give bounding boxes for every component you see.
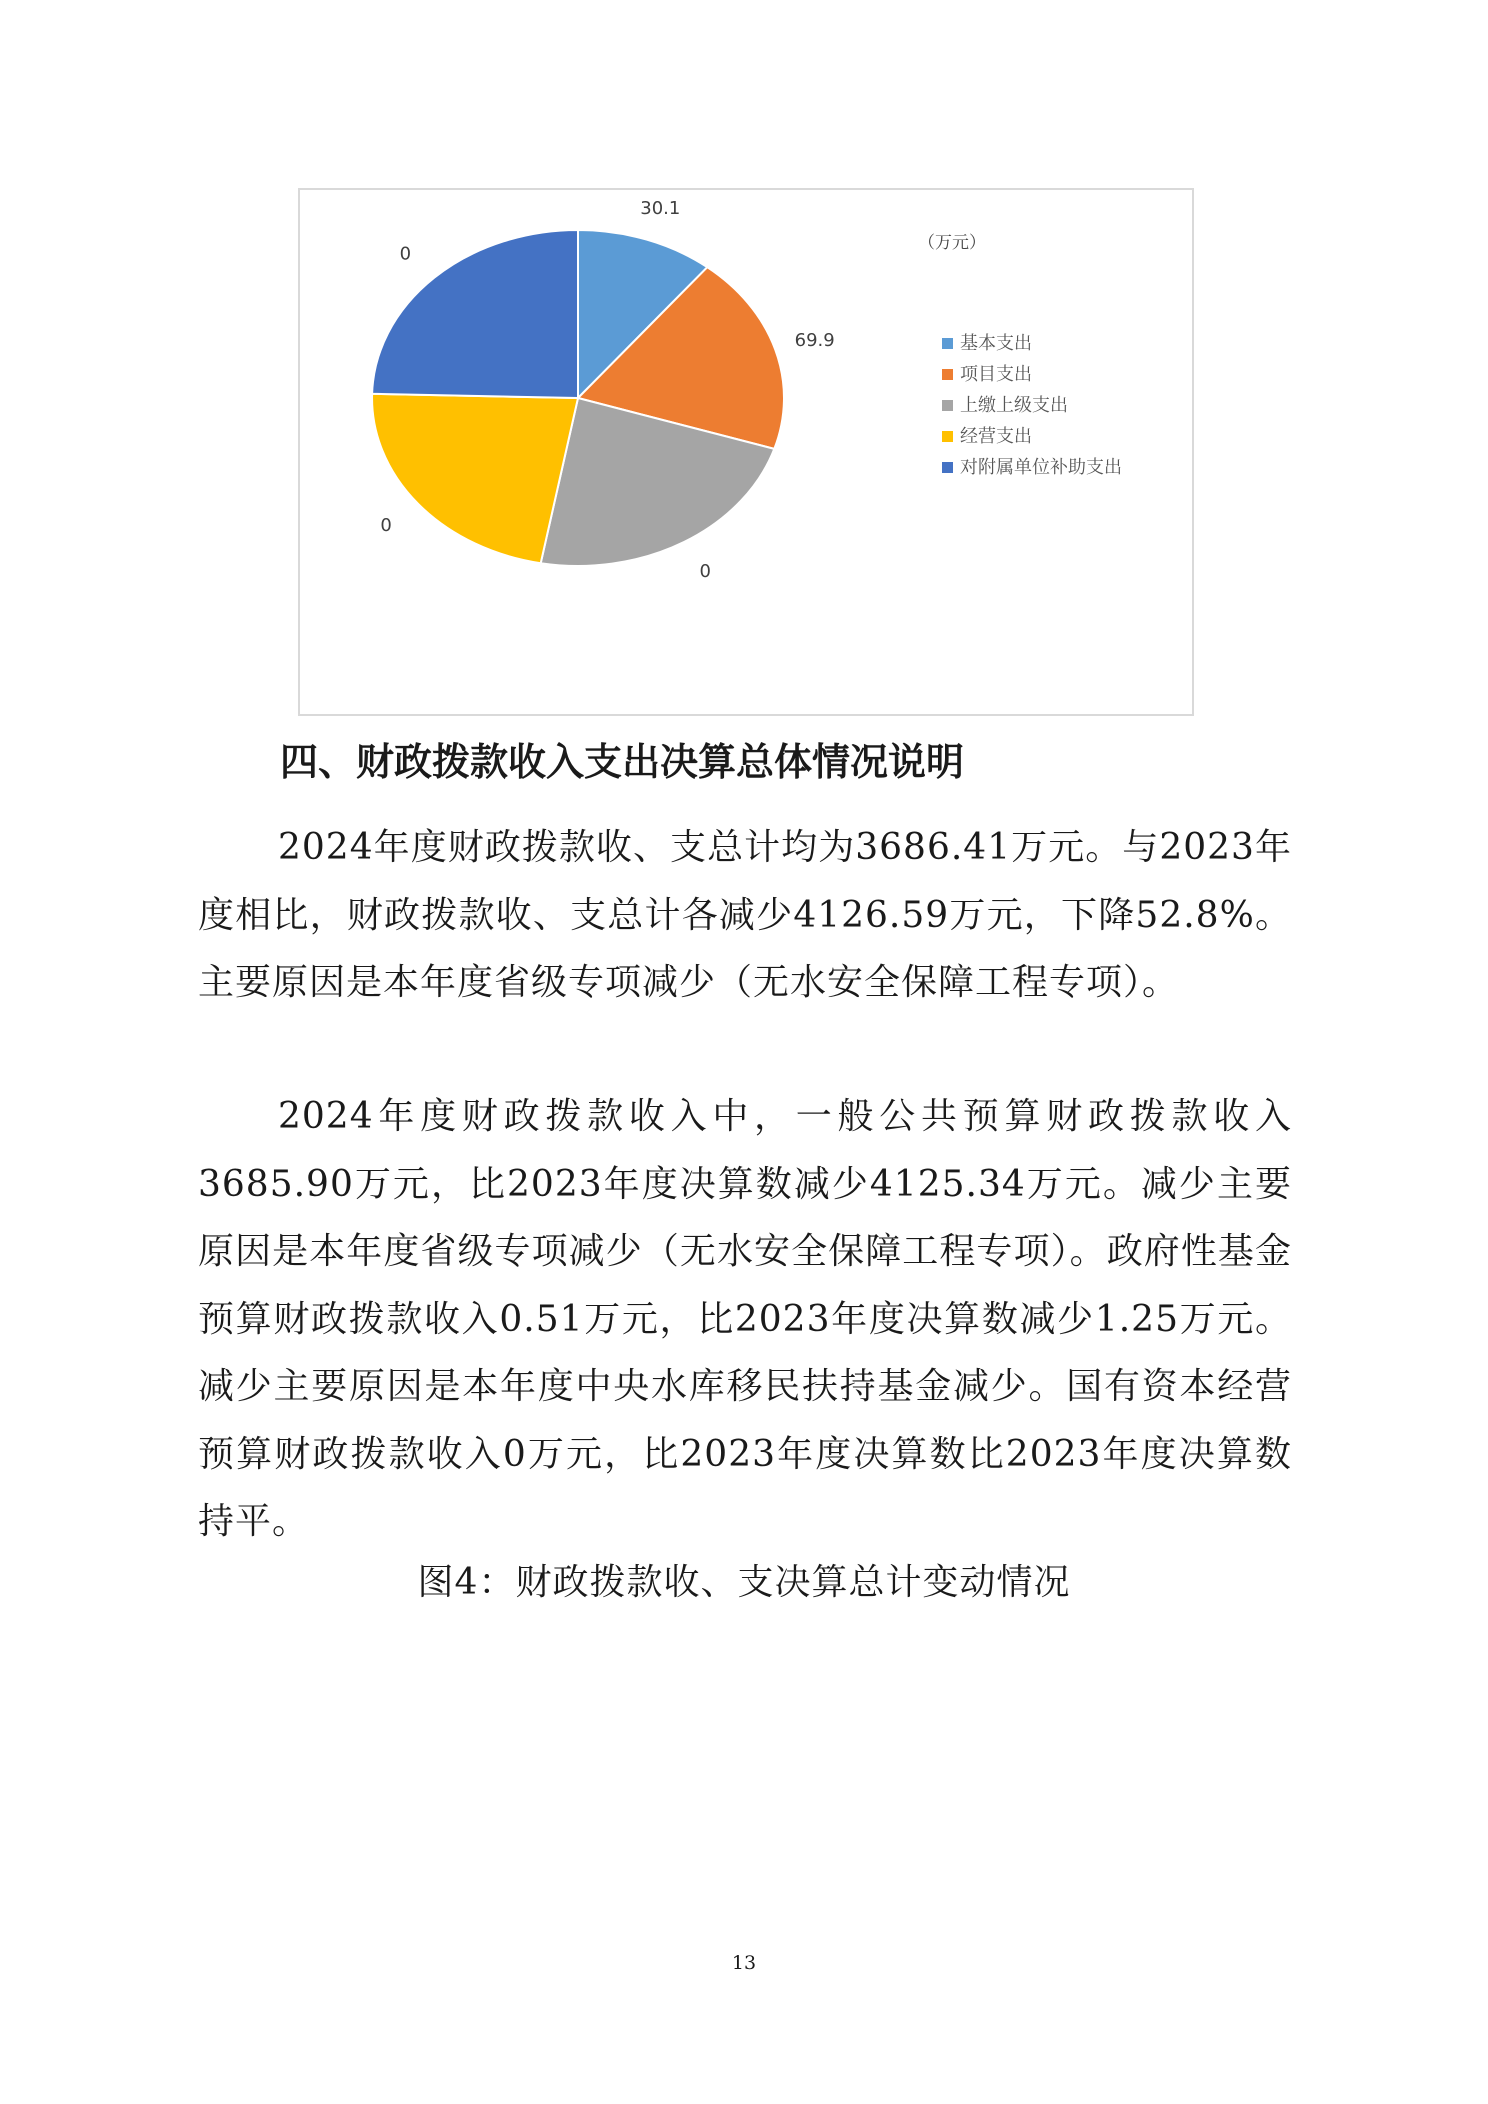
page-number: 13	[731, 1952, 757, 1974]
legend-label-subsidiary-subsidy: 对附属单位补助支出	[960, 457, 1122, 478]
pie-slice-operating	[372, 394, 578, 563]
figure-caption: 图4：财政拨款收、支决算总计变动情况	[417, 1562, 1071, 1603]
legend-label-basic: 基本支出	[960, 333, 1032, 354]
pie-chart	[298, 188, 1194, 716]
data-label-remit-upper: 0	[699, 560, 711, 582]
data-label-project: 69.9	[794, 329, 835, 351]
legend-label-project: 项目支出	[960, 364, 1032, 385]
legend-swatch-project	[942, 369, 953, 380]
chart-unit-label: （万元）	[918, 233, 986, 253]
legend-label-operating: 经营支出	[960, 426, 1032, 447]
paragraph-1: 2024年度财政拨款收、支总计均为3686.41万元。与2023年度相比，财政拨款收、支总计各减少4126.59万元，下降52.8%。主要原因是本年度省级专项减少（无水安全保障工程专项）。	[198, 827, 1292, 1003]
data-label-subsidiary-subsidy: 0	[399, 243, 412, 265]
legend-swatch-remit-upper	[942, 400, 953, 411]
legend-swatch-basic	[942, 338, 953, 349]
data-label-operating: 0	[380, 515, 392, 536]
section-heading: 四、财政拨款收入支出决算总体情况说明	[280, 740, 965, 784]
paragraph-2: 2024年度财政拨款收入中，一般公共预算财政拨款收入3685.90万元，比2023年度决算数减少4125.34万元。减少主要原因是本年度省级专项减少（无水安全保障工程专项）。政府性基金预算财政拨款收入0.51万元，比2023年度决算数减少1.25万元。减少主要原因是本年度中央水库移民扶持基金减少。国有资本经营预算财政拨款收入0万元，比2023年度决算数比2023年度决算数持平。	[198, 1096, 1292, 1542]
data-label-basic: 30.1	[640, 197, 681, 219]
pie-chart-canvas	[300, 190, 1192, 714]
legend-swatch-operating	[942, 431, 953, 442]
legend-label-remit-upper: 上缴上级支出	[960, 395, 1068, 416]
legend-swatch-subsidiary-subsidy	[942, 462, 953, 473]
